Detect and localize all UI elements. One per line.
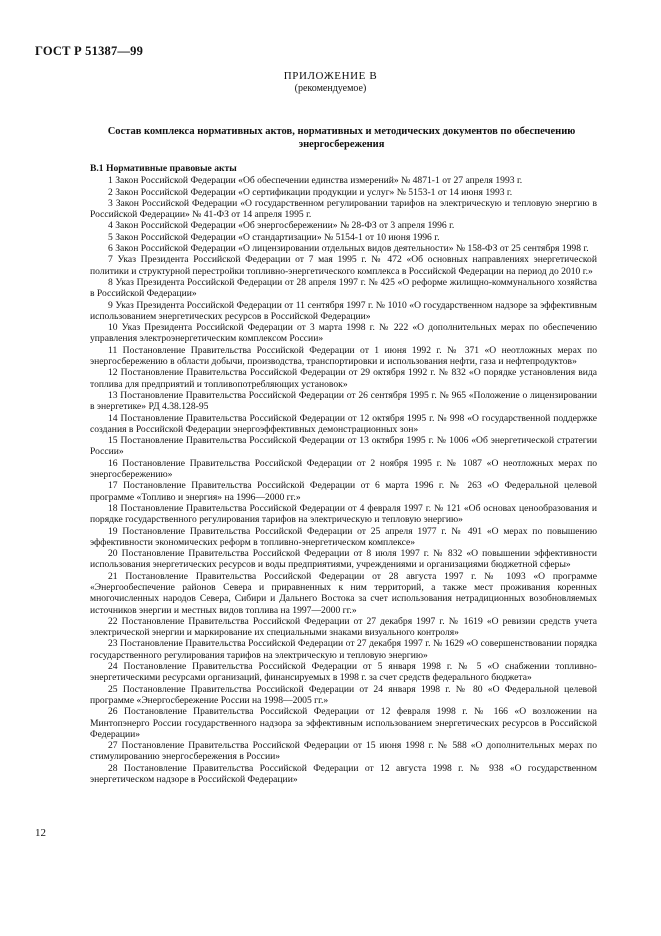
list-item: 9 Указ Президента Российской Федерации от 11 сентября 1997 г. № 1010 «О государственном надзоре за эффективным использованием энергетических ресурсов в Российской Федерации»: [90, 299, 597, 322]
list-item: 17 Постановление Правительства Российской Федерации от 6 марта 1996 г. № 263 «О Федеральной целевой программе «Топливо и энергия» на 1996—2000 гг.»: [90, 480, 597, 503]
items-list: [90, 175, 597, 785]
section-heading: Состав комплекса нормативных актов, нормативных и методических документов по обеспечению энергосбережения: [107, 126, 576, 150]
document-body: [90, 163, 597, 785]
list-item: 8 Указ Президента Российской Федерации от 28 апреля 1997 г. № 425 «О реформе жилищно-коммунального хозяйства в Российской Федерации»: [90, 276, 597, 300]
list-item: 12 Постановление Правительства Российской Федерации от 29 октября 1992 г. № 832 «О порядке установления вида топлива для предприятий и топливопотребляющих установок»: [90, 367, 597, 390]
list-item: 10 Указ Президента Российской Федерации от 3 марта 1998 г. № 222 «О дополнительных мерах по обеспечению управления электроэнергетическим комплексом России»: [90, 322, 597, 345]
list-item: 27 Постановление Правительства Российской Федерации от 15 июня 1998 г. № 588 «О дополнительных мерах по стимулированию энергосбережения в России»: [90, 740, 597, 763]
document-code: ГОСТ Р 51387—99: [35, 44, 144, 58]
list-item: 5 Закон Российской Федерации «О стандартизации» № 5154-1 от 10 июня 1996 г.: [108, 231, 440, 243]
list-item: 24 Постановление Правительства Российской Федерации от 5 января 1998 г. № 5 «О снабжении топливно-энергетическими ресурсами организаций, финансируемых в 1998 г. за счет средств федерального бюджета»: [90, 661, 597, 684]
list-item: 26 Постановление Правительства Российской Федерации от 12 февраля 1998 г. № 166 «О возложении на Минтопэнерго России государственного надзора за эффективным использованием энергетических ресурсов в Российской Федерации»: [90, 706, 597, 740]
list-item: 16 Постановление Правительства Российской Федерации от 2 ноября 1995 г. № 1087 «О неотложных мерах по энергосбережению»: [90, 457, 597, 481]
list-item: 19 Постановление Правительства Российской Федерации от 25 апреля 1977 г. № 491 «О мерах по повышению эффективности экономических реформ в топливно-энергетическом комплексе»: [90, 525, 597, 548]
list-item: 23 Постановление Правительства Российской Федерации от 27 декабря 1997 г. № 1629 «О совершенствовании порядка государственного регулирования тарифов на электрическую и тепловую энергию»: [90, 638, 597, 661]
list-item: 28 Постановление Правительства Российской Федерации от 12 августа 1998 г. № 938 «О государственном энергетическом надзоре в Российской Федерации»: [90, 762, 597, 786]
list-item: 2 Закон Российской Федерации «О сертификации продукции и услуг» № 5153-1 от 14 июня 1993 г.: [108, 186, 513, 198]
list-item: 11 Постановление Правительства Российской Федерации от 1 июня 1992 г. № 371 «О неотложных мерах по энергосбережению в области добычи, производства, транспортировки и использования нефти, газа и нефтепродуктов»: [90, 344, 597, 368]
appendix-title: ПРИЛОЖЕНИЕ В: [283, 70, 378, 82]
page-number: 12: [35, 827, 46, 839]
list-item: 20 Постановление Правительства Российской Федерации от 8 июля 1997 г. № 832 «О повышении эффективности использования энергетических ресурсов и воды предприятиями, учреждениями и организациями бюджетной сферы»: [90, 548, 597, 571]
subsection-title: В.1 Нормативные правовые акты: [90, 163, 237, 174]
list-item: 4 Закон Российской Федерации «Об энергосбережении» № 28-ФЗ от 3 апреля 1996 г.: [108, 220, 455, 232]
list-item: 1 Закон Российской Федерации «Об обеспечении единства измерений» № 4871-1 от 27 апреля 1993 г.: [108, 175, 523, 187]
list-item: 25 Постановление Правительства Российской Федерации от 24 января 1998 г. № 80 «О Федеральной целевой программе «Энергосбережение России на 1998—2005 гг.»: [90, 683, 597, 706]
list-item: 7 Указ Президента Российской Федерации от 7 мая 1995 г. № 472 «Об основных направлениях энергетической политики и структурной перестройки топливно-энергетического комплекса в Российской Федерации на период до 2010 г.»: [90, 254, 597, 277]
list-item: 22 Постановление Правительства Российской Федерации от 27 декабря 1997 г. № 1619 «О ревизии средств учета электрической энергии и маркирование их специальными знаками визуального контроля»: [90, 615, 597, 639]
list-item: 14 Постановление Правительства Российской Федерации от 12 октября 1995 г. № 998 «О государственной поддержке создания в Российской Федерации энергоэффективных демонстрационных зон»: [90, 412, 597, 435]
appendix-note: (рекомендуемое): [294, 83, 367, 94]
list-item: 3 Закон Российской Федерации «О государственном регулировании тарифов на электрическую и тепловую энергию в Российской Федерации» № 41-ФЗ от 14 апреля 1995 г.: [90, 197, 597, 221]
list-item: 18 Постановление Правительства Российской Федерации от 4 февраля 1997 г. № 121 «Об основах ценообразования и порядке государственного регулирования тарифов на электрическую и тепловую энергию»: [90, 502, 597, 526]
list-item: 13 Постановление Правительства Российской Федерации от 26 сентября 1995 г. № 965 «Положение о лицензировании в энергетике» РД 4.38.128-95: [90, 389, 597, 413]
list-item: 15 Постановление Правительства Российской Федерации от 13 октября 1995 г. № 1006 «Об энергетической стратегии России»: [90, 435, 597, 458]
list-item: 6 Закон Российской Федерации «О лицензировании отдельных видов деятельности» № 158-ФЗ от 25 сентября 1998 г.: [108, 243, 589, 255]
list-item: 21 Постановление Правительства Российской Федерации от 28 августа 1997 г. № 1093 «О программе «Энергообеспечение районов Севера и приравненных к ним территорий, а также мест проживания коренных многочисленных народов Севера, Сибири и Дальнего Востока за счет использования нетрадиционных возобновляемых источников энергии и местных видов топлива на 1997—2000 гг.»: [90, 570, 597, 616]
